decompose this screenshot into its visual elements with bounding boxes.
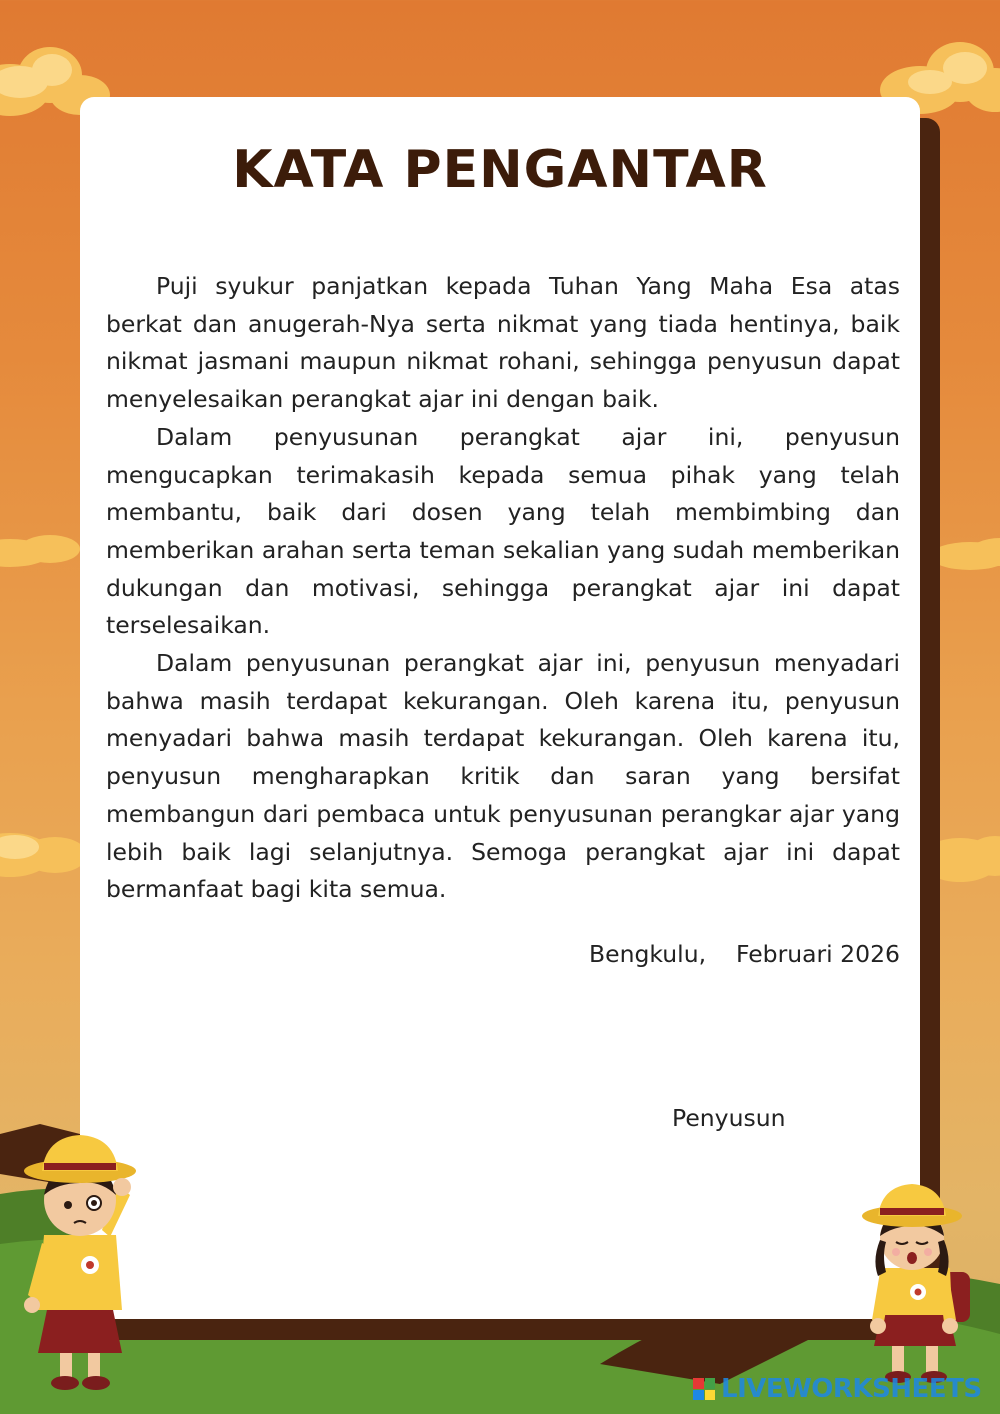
place-date: Bengkulu, Februari 2026 xyxy=(589,940,900,968)
cloud-icon xyxy=(930,530,1000,580)
document-title: KATA PENGANTAR xyxy=(232,140,768,200)
signer-label: Penyusun xyxy=(672,1104,786,1132)
watermark-text: LIVEWORKSHEETS xyxy=(721,1374,982,1404)
paragraph: Dalam penyusunan perangkat ajar ini, penyusun mengucapkan terimakasih kepada semua pihak yang telah membantu, baik dari dosen yang telah membimbing dan memberikan arahan serta teman sekalian yang sudah memberikan dukungan dan motivasi, sehingga perangkat ajar ini dapat terselesaikan. xyxy=(106,422,900,640)
cloud-icon xyxy=(0,525,90,575)
liveworksheets-watermark xyxy=(693,1374,982,1404)
paragraph: Dalam penyusunan perangkat ajar ini, penyusun menyadari bahwa masih terdapat kekurangan. Oleh karena itu, penyusun menyadari bahwa masih terdapat kekurangan. Oleh karena itu, penyusun mengharapkan kritik dan saran yang bersifat membangun dari pembaca untuk penyusunan perangkar ajar yang lebih baik lagi selanjutnya. Semoga perangkat ajar ini dapat bermanfaat bagi kita semua. xyxy=(106,649,900,904)
liveworksheets-logo-icon xyxy=(693,1378,715,1400)
paragraph: Puji syukur panjatkan kepada Tuhan Yang Maha Esa atas berkat dan anugerah-Nya serta nikmat yang tiada hentinya, baik nikmat jasmani maupun nikmat rohani, sehingga penyusun dapat menyelesaikan perangkat ajar ini dengan baik. xyxy=(106,272,900,414)
girl-thinking-illustration xyxy=(10,1125,150,1395)
document-body xyxy=(106,268,900,909)
girl-tired-illustration xyxy=(852,1180,982,1390)
